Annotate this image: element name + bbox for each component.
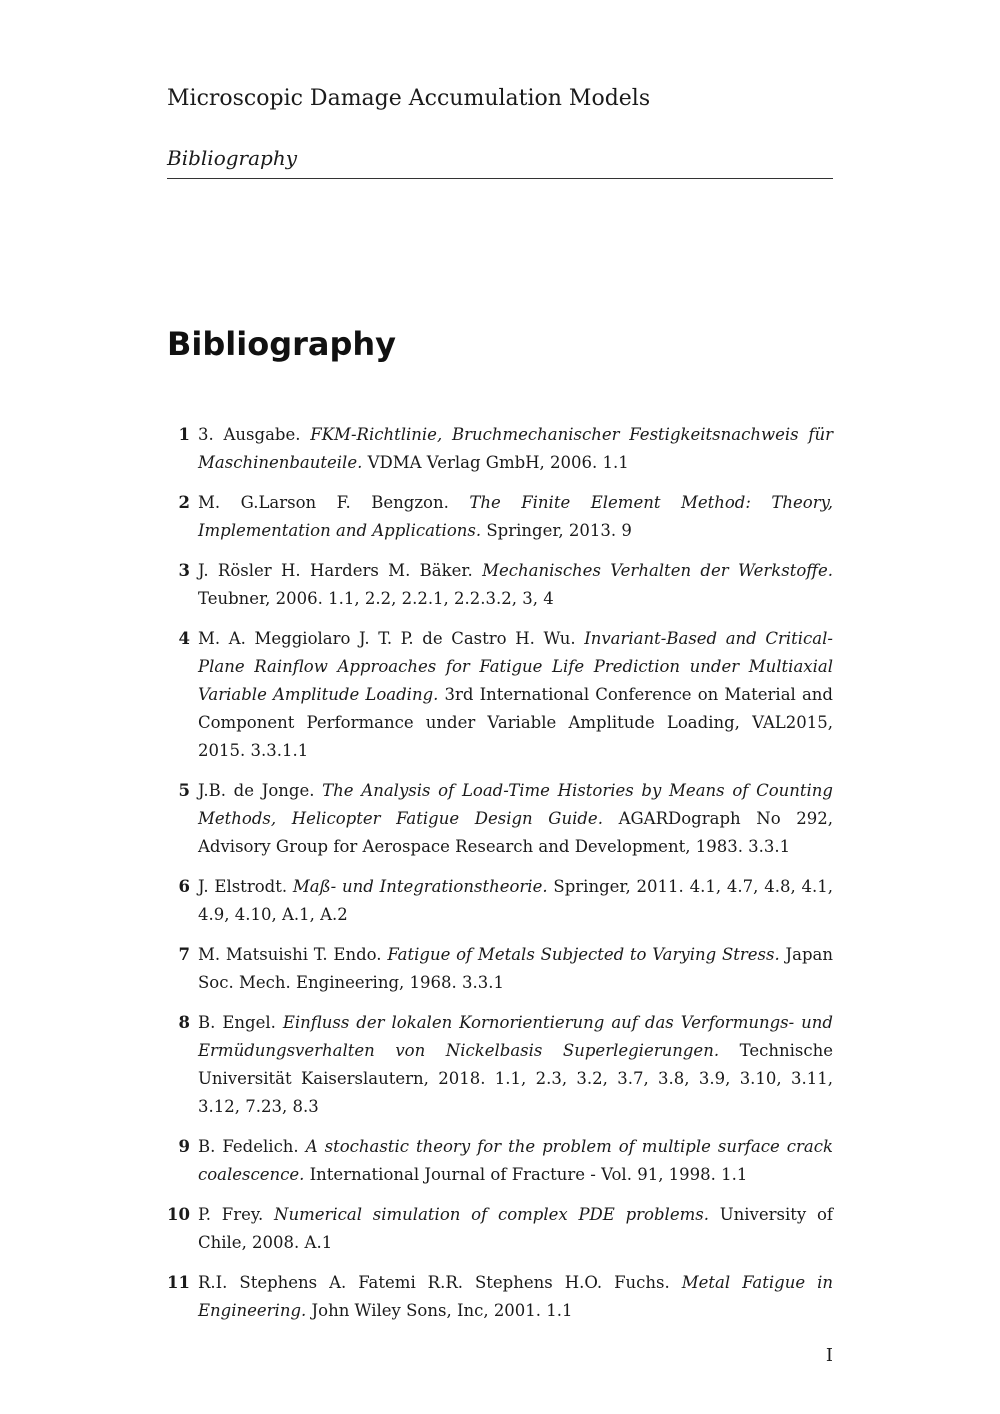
bib-entry xyxy=(162,625,833,765)
bib-entry xyxy=(162,421,833,477)
bib-entry-text xyxy=(198,421,833,477)
bib-entry-text xyxy=(198,1009,833,1121)
bib-publication-info: Teubner, 2006. 1.1, 2.2, 2.2.1, 2.2.3.2, 3, 4 xyxy=(198,589,554,608)
bib-publication-info: 3rd International Conference on Material and Component Performance under Variable Amplitude Loading, VAL2015, 2015. 3.3.1.1 xyxy=(198,685,833,760)
bib-authors: R.I. Stephens A. Fatemi R.R. Stephens H.O. Fuchs. xyxy=(198,1273,670,1292)
bib-publication-info: VDMA Verlag GmbH, 2006. 1.1 xyxy=(367,453,629,472)
bib-title: FKM-Richtlinie, Bruchmechanischer Festigkeitsnachweis für Maschinenbauteile. xyxy=(198,425,833,472)
bib-publication-info: Springer, 2011. 4.1, 4.7, 4.8, 4.1, 4.9, 4.10, A.1, A.2 xyxy=(198,877,833,924)
bib-entry xyxy=(162,1133,833,1189)
bib-entry-number: 6 xyxy=(178,877,190,896)
bib-entry-number: 3 xyxy=(178,561,190,580)
bib-entry xyxy=(162,557,833,613)
bib-entry-number: 5 xyxy=(178,781,190,800)
bib-entry-number: 2 xyxy=(178,493,190,512)
bib-entry-text xyxy=(198,557,833,613)
bib-publication-info: Springer, 2013. 9 xyxy=(486,521,632,540)
bib-authors: 3. Ausgabe. xyxy=(198,425,301,444)
bib-authors: M. G.Larson F. Bengzon. xyxy=(198,493,449,512)
document-title: Microscopic Damage Accumulation Models xyxy=(167,86,651,111)
bib-entry xyxy=(162,489,833,545)
running-section-name: Bibliography xyxy=(167,144,833,179)
bib-publication-info: Japan Soc. Mech. Engineering, 1968. 3.3.1 xyxy=(198,945,833,992)
bib-title: Einfluss der lokalen Kornorientierung auf das Verformungs- und Ermüdungsverhalten von Nickelbasis Superlegierungen. xyxy=(198,1013,833,1060)
bib-title: Metal Fatigue in Engineering. xyxy=(198,1273,833,1320)
bib-title: Mechanisches Verhalten der Werkstoffe. xyxy=(482,561,833,580)
bib-authors: M. Matsuishi T. Endo. xyxy=(198,945,382,964)
bib-entry-text xyxy=(198,1133,833,1189)
bib-title: Fatigue of Metals Subjected to Varying Stress. xyxy=(387,945,780,964)
bib-authors: J. Rösler H. Harders M. Bäker. xyxy=(198,561,473,580)
bib-entry-text xyxy=(198,873,833,929)
bib-entry xyxy=(162,941,833,997)
bib-entry-text xyxy=(198,941,833,997)
bib-publication-info: AGARDograph No 292, Advisory Group for Aerospace Research and Development, 1983. 3.3.1 xyxy=(198,809,833,856)
bib-entry-number: 4 xyxy=(178,629,190,648)
bib-authors: B. Fedelich. xyxy=(198,1137,299,1156)
bib-publication-info: John Wiley Sons, Inc, 2001. 1.1 xyxy=(311,1301,573,1320)
bib-entry-number: 11 xyxy=(167,1273,190,1292)
bib-entry-number: 10 xyxy=(167,1205,190,1224)
bib-entry-text xyxy=(198,625,833,765)
bib-entry xyxy=(162,1201,833,1257)
chapter-title: Bibliography xyxy=(167,325,397,363)
bib-title: Invariant-Based and Critical-Plane Rainflow Approaches for Fatigue Life Prediction under Multiaxial Variable Amplitude Loading. xyxy=(198,629,833,704)
bib-entry-text xyxy=(198,1269,833,1325)
bib-publication-info: Technische Universität Kaiserslautern, 2018. 1.1, 2.3, 3.2, 3.7, 3.8, 3.9, 3.10, 3.11, 3.12, 7.23, 8.3 xyxy=(198,1041,834,1116)
bib-title: The Finite Element Method: Theory, Implementation and Applications. xyxy=(198,493,833,540)
bib-entry xyxy=(162,1009,833,1121)
running-header xyxy=(167,84,833,179)
bib-publication-info: International Journal of Fracture - Vol. 91, 1998. 1.1 xyxy=(309,1165,748,1184)
bib-entry-text xyxy=(198,1201,833,1257)
bib-entry xyxy=(162,777,833,861)
bib-entry-number: 7 xyxy=(178,945,190,964)
bib-entry-number: 9 xyxy=(178,1137,190,1156)
bib-publication-info: University of Chile, 2008. A.1 xyxy=(198,1205,834,1252)
bib-title: A stochastic theory for the problem of multiple surface crack coalescence. xyxy=(198,1137,834,1184)
bib-entry-number: 1 xyxy=(178,425,190,444)
bib-entry xyxy=(162,873,833,929)
bib-title: The Analysis of Load-Time Histories by Means of Counting Methods, Helicopter Fatigue Design Guide. xyxy=(198,781,833,828)
bib-entry-number: 8 xyxy=(178,1013,190,1032)
bibliography-list xyxy=(162,421,833,1337)
bib-entry xyxy=(162,1269,833,1325)
bib-authors: J. Elstrodt. xyxy=(198,877,288,896)
bib-title: Numerical simulation of complex PDE problems. xyxy=(274,1205,709,1224)
bib-authors: P. Frey. xyxy=(198,1205,264,1224)
bib-entry-text xyxy=(198,489,833,545)
page-number: I xyxy=(825,1345,833,1366)
bib-authors: B. Engel. xyxy=(198,1013,276,1032)
bib-title: Maß- und Integrationstheorie. xyxy=(292,877,548,896)
bib-authors: J.B. de Jonge. xyxy=(198,781,315,800)
bib-authors: M. A. Meggiolaro J. T. P. de Castro H. Wu. xyxy=(198,629,576,648)
bib-entry-text xyxy=(198,777,833,861)
